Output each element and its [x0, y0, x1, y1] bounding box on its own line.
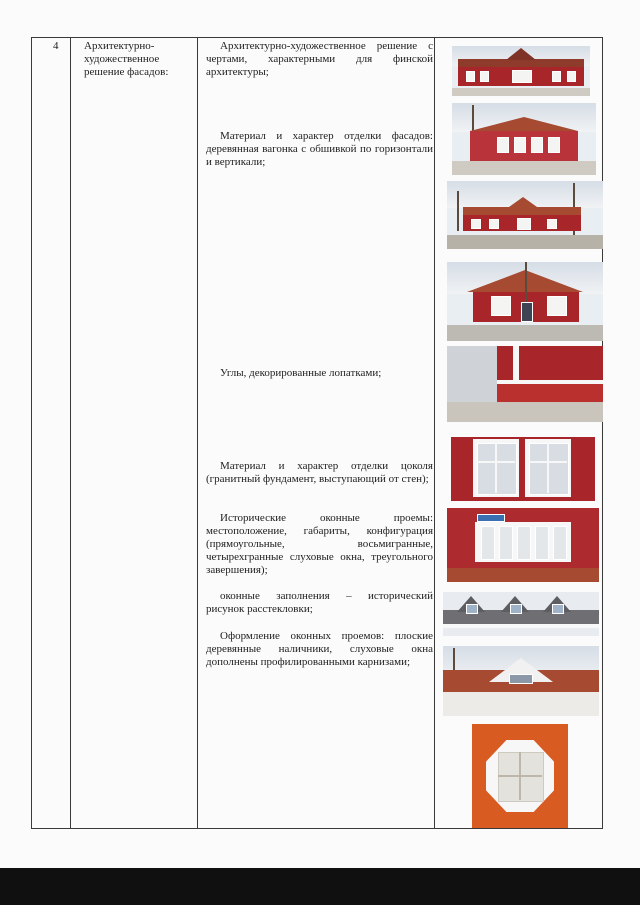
- table-left-border: [31, 37, 32, 829]
- corner-pilasters-photo: [447, 346, 603, 422]
- facade-windows-sign-photo: [447, 508, 599, 582]
- item-window-trim: Оформление оконных проемов: плоские деревянные наличники, слуховые окна дополнены профилированными карнизами;: [206, 630, 433, 668]
- station-side-facade-photo: [452, 103, 596, 175]
- column-divider-3: [434, 37, 435, 829]
- item-corner-pilasters: Углы, декорированные лопатками;: [220, 367, 382, 379]
- item-plinth-finish: Материал и характер отделки цоколя (гранитный фундамент, выступающий от стен);: [206, 460, 433, 485]
- dormer-windows-photo: [443, 592, 599, 636]
- windows-closeup-photo: [451, 437, 595, 501]
- item-window-glazing: оконные заполнения – исторический рисунок расстекловки;: [206, 590, 433, 615]
- station-facade-with-gables-photo: [452, 46, 590, 96]
- scan-bottom-edge: [0, 868, 640, 905]
- triangular-dormer-photo: [443, 646, 599, 716]
- column-divider-1: [70, 37, 71, 829]
- row-title: Архитектурно-художественное решение фасадов:: [84, 40, 169, 78]
- table-top-border: [31, 37, 603, 38]
- row-number: 4: [53, 40, 59, 52]
- table-bottom-border: [31, 828, 603, 829]
- item-facade-finish: Материал и характер отделки фасадов: деревянная вагонка с обшивкой по горизонтали и вертикали;: [206, 130, 433, 168]
- item-finnish-style: Архитектурно-художественное решение с чертами, характерными для финской архитектуры;: [206, 40, 433, 78]
- table-right-border: [602, 37, 603, 829]
- column-divider-2: [197, 37, 198, 829]
- station-street-view-photo: [447, 181, 603, 249]
- station-corner-view-photo: [447, 262, 603, 341]
- item-window-openings: Исторические оконные проемы: местоположение, габариты, конфигурация (прямоугольные, восьмигранные, четырехгранные слуховые окна, треугольного завершения);: [206, 512, 433, 576]
- octagonal-window-photo: [472, 724, 568, 828]
